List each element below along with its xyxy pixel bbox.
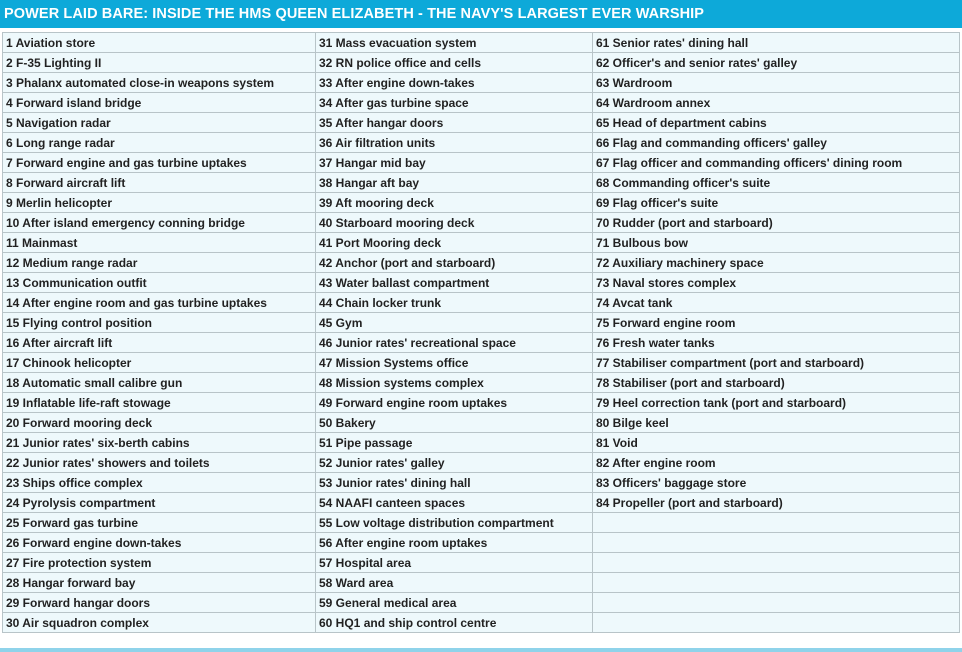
key-entry: 68 Commanding officer's suite [593,173,960,193]
key-entry: 6 Long range radar [3,133,316,153]
table-row [3,413,960,433]
table-row [3,573,960,593]
table-row [3,473,960,493]
key-entry: 57 Hospital area [316,553,593,573]
key-entry [593,593,960,613]
table-row [3,293,960,313]
table-row [3,533,960,553]
key-entry: 49 Forward engine room uptakes [316,393,593,413]
key-entry: 1 Aviation store [3,33,316,53]
table-row [3,253,960,273]
key-entry: 62 Officer's and senior rates' galley [593,53,960,73]
key-entry [593,613,960,633]
key-entry [593,573,960,593]
key-entry: 53 Junior rates' dining hall [316,473,593,493]
key-entry: 40 Starboard mooring deck [316,213,593,233]
table-row [3,33,960,53]
key-entry: 19 Inflatable life-raft stowage [3,393,316,413]
table-row [3,493,960,513]
key-entry: 46 Junior rates' recreational space [316,333,593,353]
key-entry: 28 Hangar forward bay [3,573,316,593]
key-entry: 24 Pyrolysis compartment [3,493,316,513]
table-row [3,73,960,93]
key-entry: 78 Stabiliser (port and starboard) [593,373,960,393]
bottom-border [0,648,962,652]
key-entry: 38 Hangar aft bay [316,173,593,193]
key-entry: 43 Water ballast compartment [316,273,593,293]
key-entry: 51 Pipe passage [316,433,593,453]
key-entry: 47 Mission Systems office [316,353,593,373]
key-entry: 18 Automatic small calibre gun [3,373,316,393]
key-entry: 61 Senior rates' dining hall [593,33,960,53]
key-entry: 60 HQ1 and ship control centre [316,613,593,633]
key-entry: 69 Flag officer's suite [593,193,960,213]
key-entry: 11 Mainmast [3,233,316,253]
key-entry: 41 Port Mooring deck [316,233,593,253]
table-row [3,153,960,173]
key-entry: 64 Wardroom annex [593,93,960,113]
key-entry: 56 After engine room uptakes [316,533,593,553]
key-entry: 66 Flag and commanding officers' galley [593,133,960,153]
key-entry: 65 Head of department cabins [593,113,960,133]
key-entry: 8 Forward aircraft lift [3,173,316,193]
table-row [3,113,960,133]
key-entry: 15 Flying control position [3,313,316,333]
key-entry [593,553,960,573]
key-entry: 36 Air filtration units [316,133,593,153]
table-row [3,333,960,353]
key-entry [593,533,960,553]
key-entry: 35 After hangar doors [316,113,593,133]
key-entry: 12 Medium range radar [3,253,316,273]
key-entry: 72 Auxiliary machinery space [593,253,960,273]
table-row [3,513,960,533]
key-entry: 75 Forward engine room [593,313,960,333]
key-table-body [3,33,960,633]
table-row [3,393,960,413]
key-entry: 77 Stabiliser compartment (port and starboard) [593,353,960,373]
key-entry: 10 After island emergency conning bridge [3,213,316,233]
table-row [3,553,960,573]
key-entry: 48 Mission systems complex [316,373,593,393]
key-entry: 9 Merlin helicopter [3,193,316,213]
page-title: POWER LAID BARE: INSIDE THE HMS QUEEN ELIZABETH - THE NAVY'S LARGEST EVER WARSHIP [0,0,962,28]
key-entry: 70 Rudder (port and starboard) [593,213,960,233]
table-row [3,173,960,193]
table-row [3,273,960,293]
key-entry: 81 Void [593,433,960,453]
key-entry: 71 Bulbous bow [593,233,960,253]
table-row [3,233,960,253]
table-row [3,593,960,613]
key-entry: 67 Flag officer and commanding officers' dining room [593,153,960,173]
table-row [3,93,960,113]
key-entry: 50 Bakery [316,413,593,433]
compartment-key-table [2,32,960,633]
key-entry: 37 Hangar mid bay [316,153,593,173]
key-entry: 58 Ward area [316,573,593,593]
key-table-wrapper [2,32,960,633]
key-entry: 82 After engine room [593,453,960,473]
key-entry: 25 Forward gas turbine [3,513,316,533]
key-entry: 17 Chinook helicopter [3,353,316,373]
key-entry: 73 Naval stores complex [593,273,960,293]
key-entry: 79 Heel correction tank (port and starboard) [593,393,960,413]
table-row [3,193,960,213]
key-entry: 30 Air squadron complex [3,613,316,633]
table-row [3,453,960,473]
key-entry: 4 Forward island bridge [3,93,316,113]
key-entry: 80 Bilge keel [593,413,960,433]
key-entry: 59 General medical area [316,593,593,613]
table-row [3,133,960,153]
key-entry: 39 Aft mooring deck [316,193,593,213]
table-row [3,313,960,333]
key-entry: 26 Forward engine down-takes [3,533,316,553]
key-entry: 22 Junior rates' showers and toilets [3,453,316,473]
key-entry: 13 Communication outfit [3,273,316,293]
key-entry [593,513,960,533]
key-entry: 76 Fresh water tanks [593,333,960,353]
key-entry: 7 Forward engine and gas turbine uptakes [3,153,316,173]
key-entry: 31 Mass evacuation system [316,33,593,53]
table-row [3,373,960,393]
key-entry: 52 Junior rates' galley [316,453,593,473]
key-entry: 5 Navigation radar [3,113,316,133]
key-entry: 21 Junior rates' six-berth cabins [3,433,316,453]
key-entry: 44 Chain locker trunk [316,293,593,313]
key-entry: 45 Gym [316,313,593,333]
key-entry: 23 Ships office complex [3,473,316,493]
key-entry: 84 Propeller (port and starboard) [593,493,960,513]
key-entry: 29 Forward hangar doors [3,593,316,613]
key-entry: 63 Wardroom [593,73,960,93]
table-row [3,613,960,633]
key-entry: 42 Anchor (port and starboard) [316,253,593,273]
key-entry: 20 Forward mooring deck [3,413,316,433]
table-row [3,53,960,73]
key-entry: 3 Phalanx automated close-in weapons system [3,73,316,93]
key-entry: 2 F-35 Lighting II [3,53,316,73]
key-entry: 55 Low voltage distribution compartment [316,513,593,533]
key-entry: 74 Avcat tank [593,293,960,313]
key-entry: 14 After engine room and gas turbine uptakes [3,293,316,313]
key-entry: 16 After aircraft lift [3,333,316,353]
key-entry: 32 RN police office and cells [316,53,593,73]
key-entry: 34 After gas turbine space [316,93,593,113]
key-entry: 54 NAAFI canteen spaces [316,493,593,513]
table-row [3,213,960,233]
table-row [3,353,960,373]
table-row [3,433,960,453]
key-entry: 83 Officers' baggage store [593,473,960,493]
key-entry: 33 After engine down-takes [316,73,593,93]
key-entry: 27 Fire protection system [3,553,316,573]
